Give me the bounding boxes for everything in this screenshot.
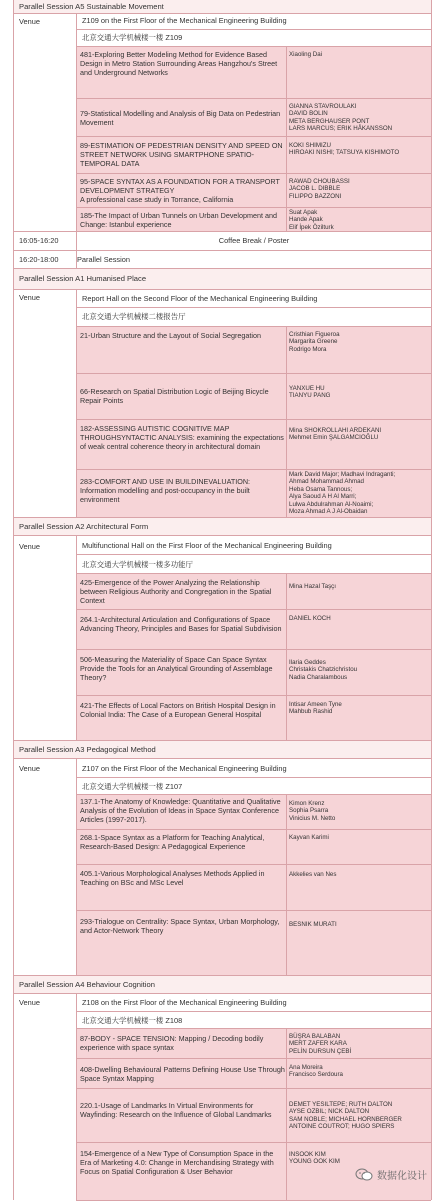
break-time: 16:20-18:00 (19, 255, 59, 264)
paper-title: 268.1-Space Syntax as a Platform for Teaching Analytical, Research-Based Design: A Pedagogical Experience (80, 833, 265, 852)
paper-row (77, 327, 431, 374)
session-header (13, 740, 432, 758)
paper-authors: Ana Moreira Francisco Serdoura (289, 1064, 343, 1079)
paper-authors: Ilaria Geddes Christakis Chatzichristou Nadia Charalambous (289, 659, 358, 681)
paper-title: 293-Trialogue on Centrality: Space Syntax, Urban Morphology, and Actor-Network Theory (80, 917, 280, 936)
paper-row (77, 374, 431, 420)
paper-row (77, 865, 431, 911)
paper-row (77, 610, 431, 650)
session-header (13, 975, 432, 993)
paper-authors: INSOOK KIM YOUNG OOK KIM (289, 1151, 340, 1166)
paper-title: 405.1-Various Morphological Analyses Methods Applied in Teaching on BSc and MSc Level (80, 869, 265, 888)
venue-cn: 北京交通大学机械楼一楼 Z107 (77, 778, 431, 795)
wechat-icon (355, 1168, 373, 1181)
venue-label: Venue (19, 17, 40, 26)
paper-title: 264.1-Architectural Articulation and Configurations of Space Advancing Theory, Principles and Bases for Spatial Subdivision (80, 615, 282, 634)
paper-authors: Kayvan Karimi (289, 834, 329, 841)
paper-title: 506-Measuring the Materiality of Space Can Space Syntax Provide the Tools for an Analytical Grounding of Assemblage Theory? (80, 655, 273, 683)
session-header (13, 0, 432, 13)
paper-row (77, 696, 431, 741)
paper-title: 66-Research on Spatial Distribution Logic of Beijing Bicycle Repair Points (80, 387, 269, 406)
session-block (13, 758, 432, 975)
paper-row (77, 574, 431, 610)
venue-label: Venue (19, 293, 40, 302)
watermark-text: 数据化设计 (377, 1171, 427, 1182)
paper-row (77, 1089, 431, 1143)
session-block (13, 289, 432, 517)
session-header (13, 517, 432, 535)
venue-en: Z109 on the First Floor of the Mechanical Engineering Building (77, 14, 431, 30)
paper-row (77, 420, 431, 470)
paper-title: 421-The Effects of Local Factors on British Hospital Design in Colonial India: The Case of a European General Hospital (80, 701, 276, 720)
paper-row (77, 470, 431, 518)
paper-row (77, 208, 431, 232)
venue-label: Venue (19, 764, 40, 773)
paper-title: 154-Emergence of a New Type of Consumption Space in the Era of Marketing 4.0: Change in Merchandising Strategy with Focus on Spatial Configuration & User Behavior (80, 1149, 274, 1177)
paper-row (77, 830, 431, 865)
paper-title: 182-ASSESSING AUTISTIC COGNITIVE MAP THROUGHSYNTACTIC ANALYSIS: examining the expectations of weak central coherence theory in architectural domain (80, 424, 284, 452)
paper-title: 79-Statistical Modelling and Analysis of Big Data on Pedestrian Movement (80, 109, 281, 128)
paper-title: 89-ESTIMATION OF PEDESTRIAN DENSITY AND SPEED ON STREET NETWORK USING SMARTPHONE SPATIO-TEMPORAL DATA (80, 141, 283, 169)
paper-title: 220.1-Usage of Landmarks In Virtual Environments for Wayfinding: Research on the Influence of Global Landmarks (80, 1101, 272, 1120)
paper-row (77, 137, 431, 174)
break-row (13, 250, 432, 268)
paper-title: 21-Urban Structure and the Layout of Social Segregation (80, 331, 262, 340)
paper-title: 481-Exploring Better Modeling Method for Evidence Based Design in Metro Station Surrounding Areas Hangzhou's Street and Underground Networks (80, 50, 278, 78)
session-title: Parallel Session A1 Humanised Place (19, 274, 147, 283)
venue-en: Report Hall on the Second Floor of the Mechanical Engineering Building (77, 290, 431, 308)
paper-authors: Suat Apak Hande Apak Elif İpek Özilturk (289, 209, 334, 231)
paper-title: 87-BODY - SPACE TENSION: Mapping / Decoding bodily experience with space syntax (80, 1034, 264, 1053)
paper-authors: BESNIK MURATI (289, 921, 337, 928)
break-row (13, 231, 432, 250)
paper-authors: GIANNA STAVROULAKI DAVID BOLIN META BERGHAUSER PONT LARS MARCUS; ERIK HÅKANSSON (289, 103, 393, 133)
paper-row (77, 1059, 431, 1089)
paper-row (77, 795, 431, 830)
venue-en: Z108 on the First Floor of the Mechanical Engineering Building (77, 994, 431, 1012)
session-block (13, 535, 432, 740)
paper-title: 425-Emergence of the Power Analyzing the Relationship between Religious Authority and Congregation in the Spatial Context (80, 578, 272, 606)
paper-authors: Intisar Ameen Tyne Mahbub Rashid (289, 701, 342, 716)
paper-authors: Mina Hazal Taşçı (289, 583, 336, 590)
session-header (13, 268, 432, 289)
venue-cn: 北京交通大学机械楼一楼 Z109 (77, 30, 431, 47)
paper-title: 185-The Impact of Urban Tunnels on Urban Development and Change: Istanbul experience (80, 211, 277, 230)
paper-title: 408-Dwelling Behavioural Patterns Defining House Use Through Space Syntax Mapping (80, 1065, 285, 1084)
paper-authors: Xiaoling Dai (289, 51, 323, 58)
paper-authors: DEMET YESILTEPE; RUTH DALTON AYSE OZBIL; NICK DALTON SAM NOBLE; MICHAEL HORNBERGER ANTOINE COUTROT; HUGO SPIERS (289, 1101, 402, 1131)
venue-cn: 北京交通大学机械楼一楼多功能厅 (77, 555, 431, 574)
paper-row (77, 911, 431, 976)
venue-label: Venue (19, 998, 40, 1007)
venue-cell (14, 14, 77, 231)
paper-authors: YANXUE HU TIANYU PANG (289, 385, 331, 400)
session-title: Parallel Session A4 Behaviour Cognition (19, 980, 155, 989)
paper-row (77, 1029, 431, 1059)
paper-authors: Akkelies van Nes (289, 871, 337, 878)
session-title: Parallel Session A3 Pedagogical Method (19, 745, 156, 754)
break-label: Coffee Break / Poster (218, 236, 290, 245)
paper-authors: Cristhian Figueroa Margarita Greene Rodrigo Mora (289, 331, 340, 353)
watermark (355, 1167, 427, 1182)
paper-authors: Kimon Krenz Sophia Psarra Vinicius M. Netto (289, 800, 336, 822)
paper-authors: BÜŞRA BALABAN MERT ZAFER KARA PELİN DURSUN ÇEBİ (289, 1033, 352, 1055)
paper-row (77, 47, 431, 99)
venue-cn: 北京交通大学机械楼二楼报告厅 (77, 308, 431, 327)
paper-authors: KOKI SHIMIZU HIROAKI NISHI; TATSUYA KISHIMOTO (289, 142, 400, 157)
session-title: Parallel Session A2 Architectural Form (19, 522, 149, 531)
paper-row (77, 174, 431, 208)
paper-authors: Mark David Major; Madhavi Indraganti; Ahmad Mohammad Ahmad Heba Osama Tannous; Alya Saoud A H Al Marri; Lulwa Abdulrahman Al-Noaimi; Moza Ahmad A J Al-Obaidan (289, 471, 396, 516)
session-block (13, 13, 432, 231)
paper-title: 283-COMFORT AND USE IN BUILDINEVALUATION: Information modelling and post-occupancy in the built environment (80, 477, 251, 505)
venue-en: Multifunctional Hall on the First Floor of the Mechanical Engineering Building (77, 536, 431, 555)
venue-cn: 北京交通大学机械楼一楼 Z108 (77, 1012, 431, 1029)
paper-title: 95-SPACE SYNTAX AS A FOUNDATION FOR A TRANSPORT DEVELOPMENT STRATEGY A professional case study in Torrance, California (80, 177, 280, 205)
break-label: Parallel Session (77, 255, 130, 264)
venue-label: Venue (19, 542, 40, 551)
paper-row (77, 650, 431, 696)
session-title: Parallel Session A5 Sustainable Movement (19, 2, 164, 11)
venue-en: Z107 on the First Floor of the Mechanical Engineering Building (77, 759, 431, 778)
break-time: 16:05-16:20 (19, 236, 59, 245)
paper-authors: DANIEL KOCH (289, 615, 331, 622)
paper-authors: Mina SHOKROLLAHI ARDEKANI Mehmet Emin ŞALGAMCIOĞLU (289, 427, 382, 442)
paper-row (77, 99, 431, 137)
paper-authors: RAWAD CHOUBASSI JACOB L. DIBBLE FILIPPO BAZZONI (289, 178, 350, 200)
paper-title: 137.1-The Anatomy of Knowledge: Quantitative and Qualitative Analysis of the Evolution of Ideas in Space Syntax Conference Articles (1997-2017). (80, 797, 281, 825)
